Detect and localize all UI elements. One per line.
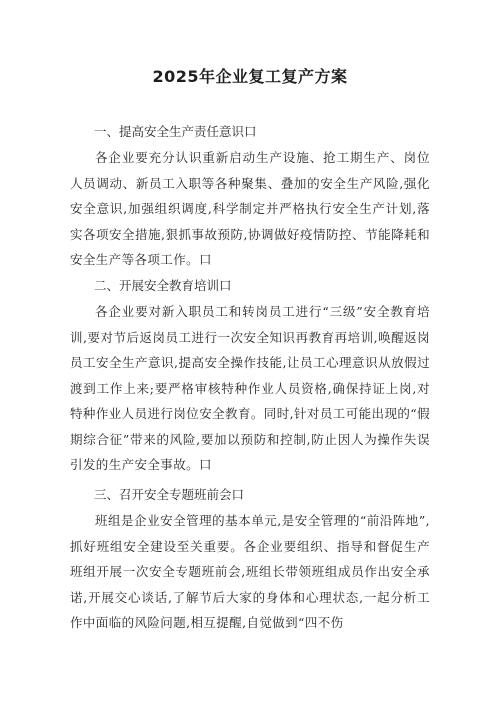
section-3-paragraph: 班组是企业安全管理的基本单元,是安全管理的“前沿阵地”,抓好班组安全建设至关重要。各企业要组织、指导和督促生产班组开展一次安全专题班前会,班组长带领班组成员作出安全承诺,开展交心谈话,了解节后大家的身体和心理状态,一起分析工作中面临的风险问题,相互提醒,自觉做到“四不伤 xyxy=(70,513,430,630)
section-1-body xyxy=(70,145,430,273)
section-1-heading: 一、提高安全生产责任意识口 xyxy=(94,124,257,139)
section-2-heading: 二、开展安全教育培训口 xyxy=(94,278,232,293)
document-title: 2025年企业复工复产方案 xyxy=(152,67,348,86)
section-1-paragraph: 各企业要充分认识重新启动生产设施、抢工期生产、岗位人员调动、新员工入职等各种聚集、叠加的安全生产风险,强化安全意识,加强组织调度,科学制定并严格执行安全生产计划,落实各项安全措施,狠抓事故预防,协调做好疫情防控、节能降耗和安全生产等各项工作。口 xyxy=(70,150,430,267)
section-3-heading: 三、召开安全专题班前会口 xyxy=(94,487,245,502)
section-3-body xyxy=(70,508,430,636)
section-2-body xyxy=(70,299,430,478)
section-2-paragraph: 各企业要对新入职员工和转岗员工进行“三级”安全教育培训,要对节后返岗员工进行一次安全知识再教育再培训,唤醒返岗员工安全生产意识,提高安全操作技能,让员工心理意识从放假过渡到工作上来;要严格审核特种作业人员资格,确保持证上岗,对特种作业人员进行岗位安全教育。同时,针对员工可能出现的“假期综合征”带来的风险,要加以预防和控制,防止因人为操作失误引发的生产安全事故。口 xyxy=(70,304,430,472)
